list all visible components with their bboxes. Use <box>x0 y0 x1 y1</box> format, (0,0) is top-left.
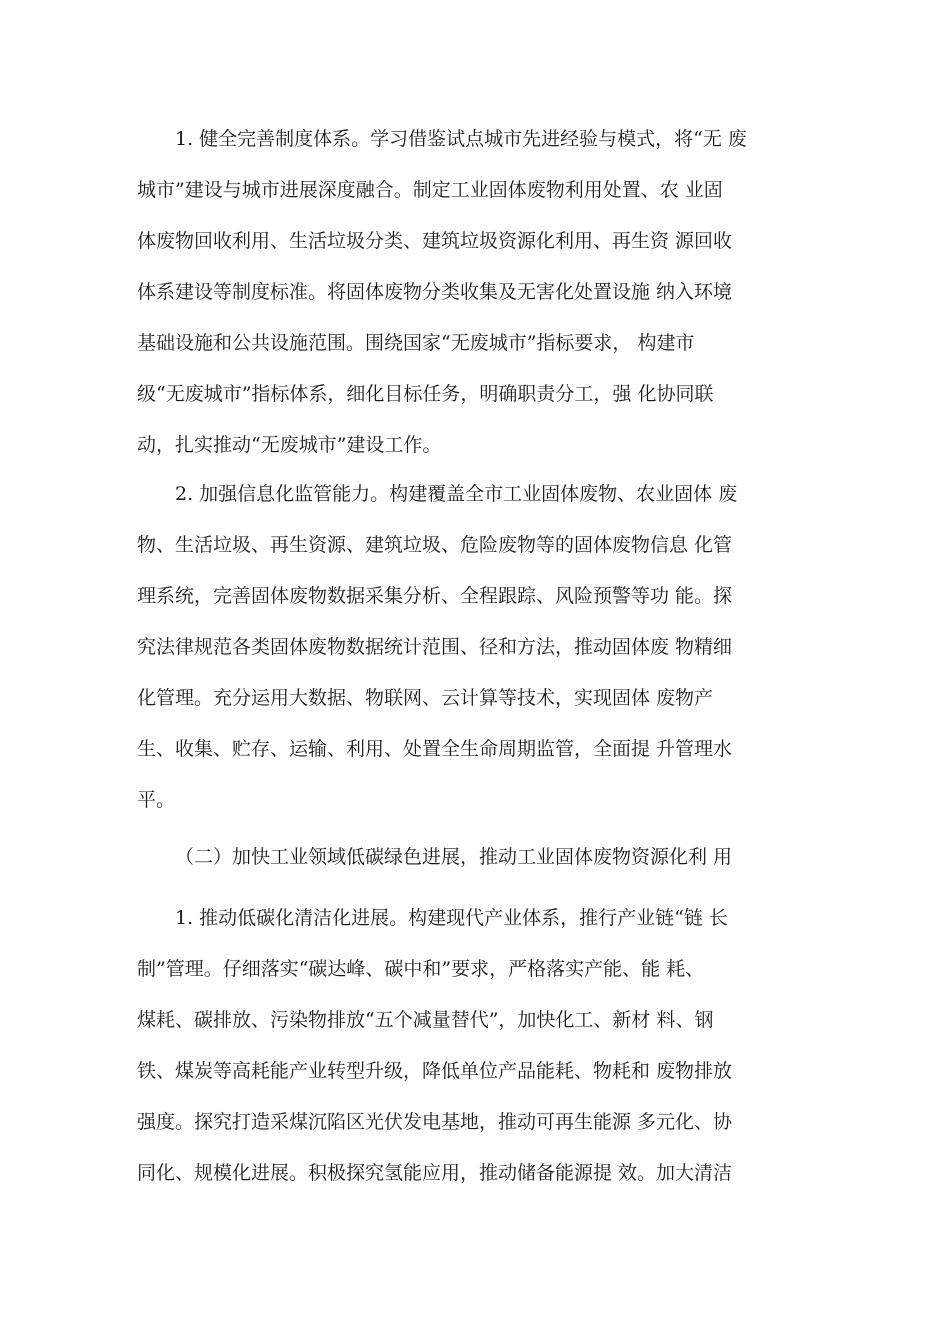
text-line: 体系建设等制度标准。将固体废物分类收集及无害化处置设施 纳入环境 <box>137 281 733 303</box>
text-line: 强度。探究打造采煤沉陷区光伏发电基地，推动可再生能源 多元化、协 <box>137 1111 733 1133</box>
text-line: 理系统，完善固体废物数据采集分析、全程跟踪、风险预警等功 能。探 <box>137 585 733 607</box>
text-line: 级“无废城市”指标体系，细化目标任务，明确职责分工，强 化协同联 <box>137 383 714 405</box>
paragraph-information-supervision <box>137 469 827 826</box>
text-line: 体废物回收利用、生活垃圾分类、建筑垃圾资源化利用、再生资 源回收 <box>137 230 733 252</box>
paragraph-institutional-system <box>137 114 827 471</box>
section-heading-industrial <box>137 832 827 883</box>
paragraph-low-carbon <box>137 893 827 1199</box>
text-line: 究法律规范各类固体废物数据统计范围、径和方法，推动固体废 物精细 <box>137 636 733 658</box>
text-line: 2. 加强信息化监管能力。构建覆盖全市工业固体废物、农业固体 废 <box>175 483 738 505</box>
section-heading-text: （二）加快工业领域低碳绿色进展，推动工业固体废物资源化利 用 <box>175 846 733 868</box>
text-line: 煤耗、碳排放、污染物排放“五个减量替代”，加快化工、新材 料、钢 <box>137 1009 714 1031</box>
text-line: 1. 推动低碳化清洁化进展。构建现代产业体系，推行产业链“链 长 <box>175 907 728 929</box>
text-line: 生、收集、贮存、运输、利用、处置全生命周期监管，全面提 升管理水 <box>137 738 733 760</box>
text-line: 化管理。充分运用大数据、物联网、云计算等技术，实现固体 废物产 <box>137 687 714 709</box>
text-line: 1. 健全完善制度体系。学习借鉴试点城市先进经验与模式，将“无 废 <box>175 128 747 150</box>
text-line: 铁、煤炭等高耗能产业转型升级，降低单位产品能耗、物耗和 废物排放 <box>137 1060 733 1082</box>
text-line: 动，扎实推动“无废城市”建设工作。 <box>137 434 442 456</box>
text-line: 同化、规模化进展。积极探究氢能应用，推动储备能源提 效。加大清洁 <box>137 1162 733 1184</box>
text-line: 物、生活垃圾、再生资源、建筑垃圾、危险废物等的固体废物信息 化管 <box>137 534 733 556</box>
text-line: 基础设施和公共设施范围。围绕国家“无废城市”指标要求， 构建市 <box>137 332 695 354</box>
text-line: 城市”建设与城市进展深度融合。制定工业固体废物利用处置、农 业固 <box>137 179 723 201</box>
text-line: 制”管理。仔细落实“碳达峰、碳中和”要求，严格落实产能、能 耗、 <box>137 958 705 980</box>
text-line: 平。 <box>137 789 176 811</box>
